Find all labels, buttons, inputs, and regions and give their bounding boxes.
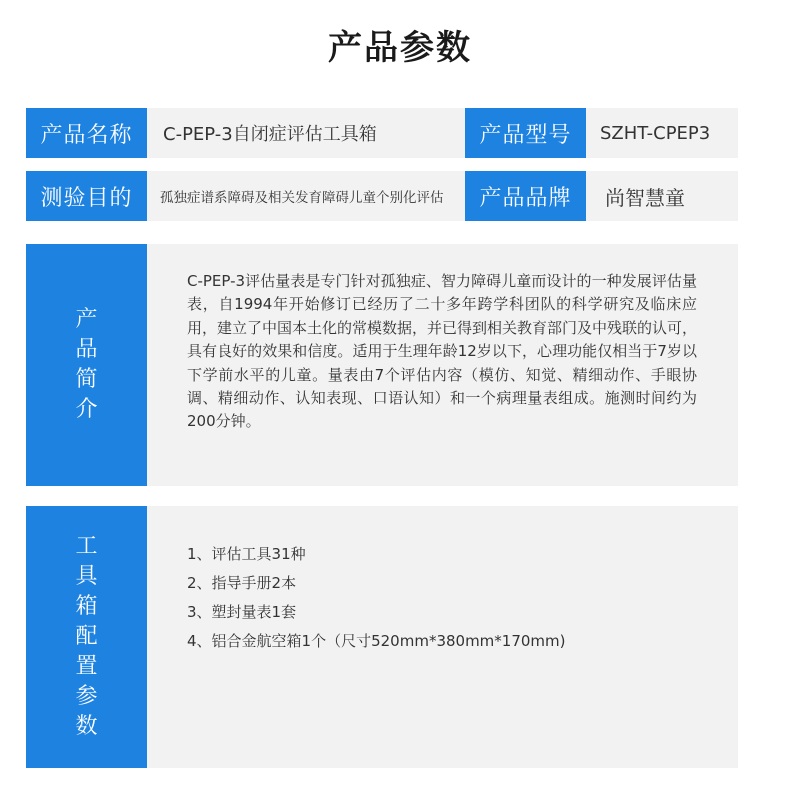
list-item: 3、塑封量表1套 <box>187 603 297 621</box>
product-model-value: SZHT-CPEP3 <box>600 122 711 144</box>
kit-config-label-char: 配 <box>75 624 98 649</box>
product-intro-label-char: 品 <box>75 337 98 362</box>
test-purpose-label: 测验目的 <box>26 171 147 221</box>
product-name-value: C-PEP-3自闭症评估工具箱 <box>163 124 377 145</box>
list-item: 1、评估工具31种 <box>187 545 306 563</box>
product-intro-label-char: 简 <box>75 367 98 392</box>
kit-config-label <box>26 506 147 768</box>
kit-config-label-char: 箱 <box>75 594 98 619</box>
kit-item-list <box>187 540 707 656</box>
kit-config-label-char: 参 <box>75 684 98 709</box>
kit-config-label-char: 数 <box>75 714 98 739</box>
list-item: 2、指导手册2本 <box>187 574 297 592</box>
list-item: 4、铝合金航空箱1个（尺寸520mm*380mm*170mm) <box>187 632 566 650</box>
page-title: 产品参数 <box>328 28 472 68</box>
product-intro-label-char: 产 <box>75 307 98 332</box>
product-name-label: 产品名称 <box>26 108 147 158</box>
test-purpose-value: 孤独症谱系障碍及相关发育障碍儿童个别化评估 <box>160 190 444 206</box>
product-brand-label: 产品品牌 <box>465 171 586 221</box>
product-intro-text: C-PEP-3评估量表是专门针对孤独症、智力障碍儿童而设计的一种发展评估量表，自1994年开始修订已经历了二十多年跨学科团队的科学研究及临床应用，建立了中国本土化的常模数据，并已得到相关教育部门及中残联的认可，具有良好的效果和信度。适用于生理年龄12岁以下，心理功能仅相当于7岁以下学前水平的儿童。量表由7个评估内容（模仿、知觉、精细动作、手眼协调、精细动作、认知表现、口语认知）和一个病理量表组成。施测时间约为200分钟。 <box>187 272 698 431</box>
product-model-label: 产品型号 <box>465 108 586 158</box>
product-intro-label-char: 介 <box>75 397 98 422</box>
kit-config-label-char: 具 <box>75 564 98 589</box>
product-brand-value: 尚智慧童 <box>605 185 685 210</box>
kit-config-label-char: 工 <box>75 534 98 559</box>
product-intro-label <box>26 244 147 486</box>
kit-config-label-char: 置 <box>75 654 98 679</box>
